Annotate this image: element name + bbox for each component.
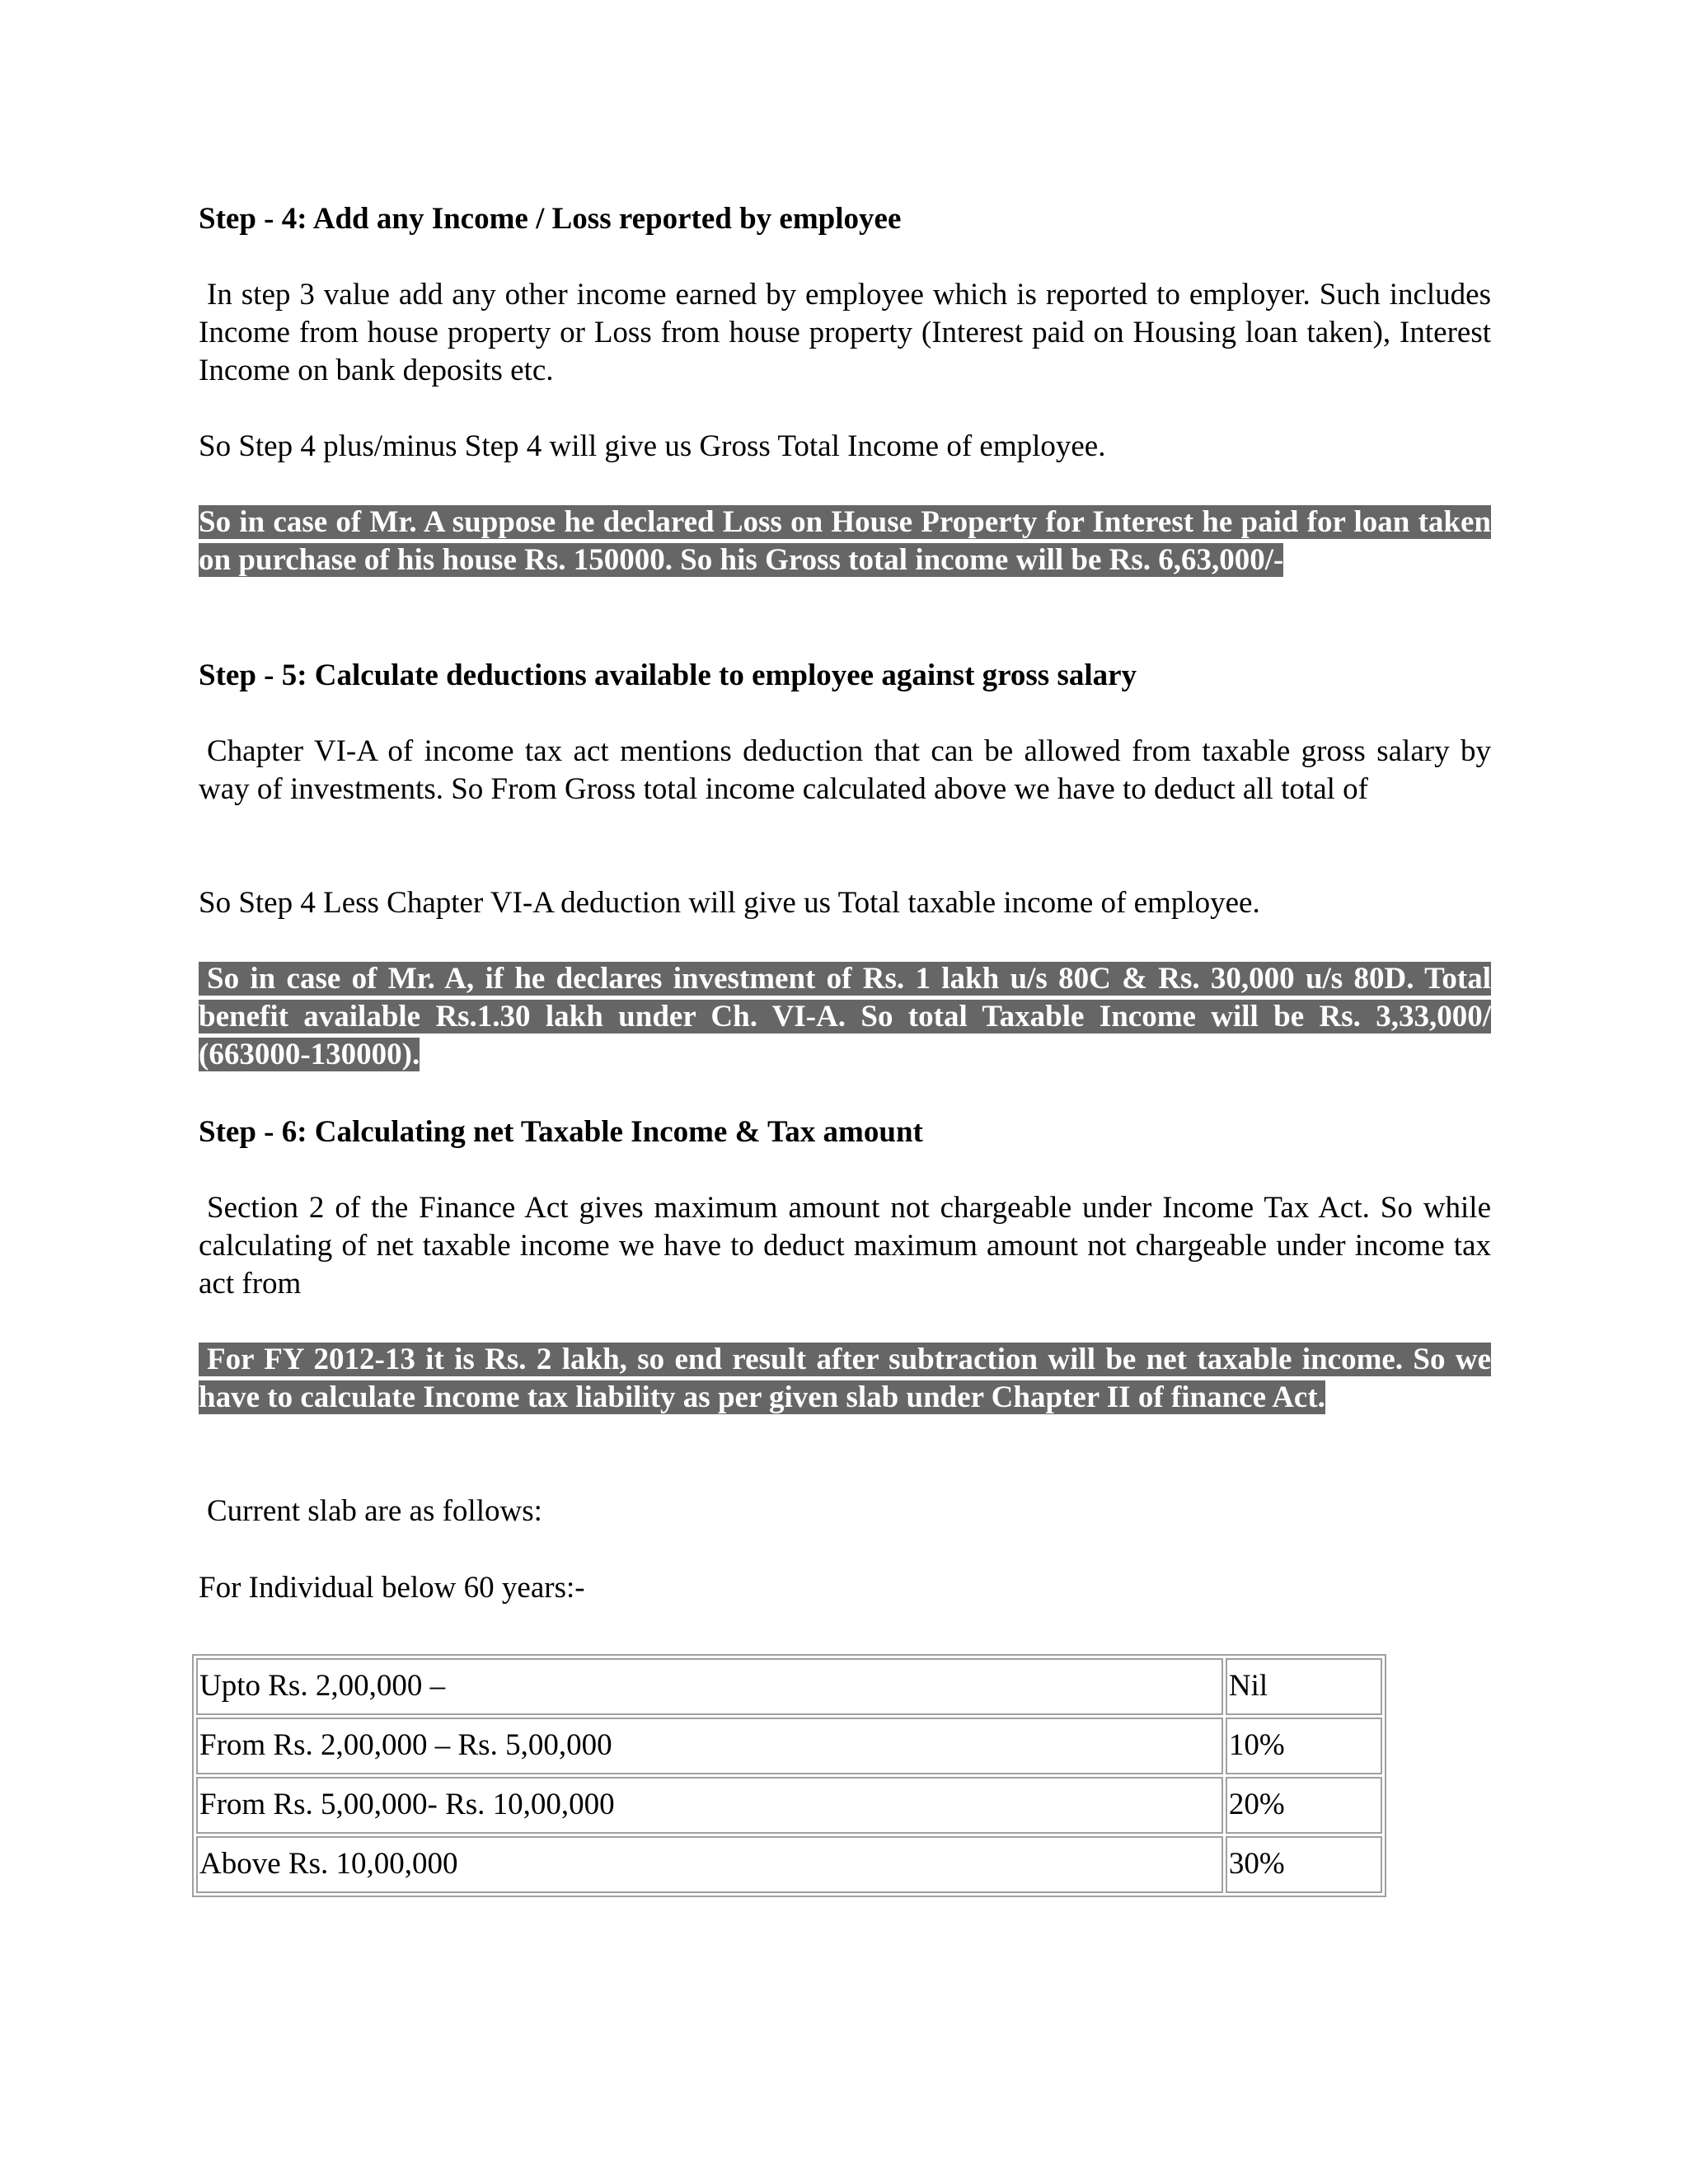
table-row bbox=[196, 1777, 1382, 1834]
step5-example-text: So in case of Mr. A, if he declares investment of Rs. 1 lakh u/s 80C & Rs. 30,000 u/s 80D. Total benefit available Rs.1.30 lakh under Ch. VI-A. So total Taxable Income will be Rs. 3,33,000/ (663000-130000). bbox=[199, 962, 1491, 1071]
slab-rate-cell: 20% bbox=[1226, 1777, 1382, 1834]
step6-example-highlight bbox=[199, 1341, 1491, 1417]
step6-example-text: For FY 2012-13 it is Rs. 2 lakh, so end result after subtraction will be net taxable income. So we have to calculate Income tax liability as per given slab under Chapter II of finance Act. bbox=[199, 1343, 1491, 1414]
step4-example-highlight bbox=[199, 504, 1491, 579]
slab-intro: Current slab are as follows: bbox=[207, 1494, 542, 1528]
step5-example-highlight bbox=[199, 960, 1491, 1074]
step5-summary: So Step 4 Less Chapter VI-A deduction will give us Total taxable income of employee. bbox=[199, 886, 1260, 920]
slab-range-cell: Above Rs. 10,00,000 bbox=[196, 1836, 1223, 1893]
step6-heading: Step - 6: Calculating net Taxable Income & Tax amount bbox=[199, 1115, 923, 1149]
table-row bbox=[196, 1836, 1382, 1893]
step6-paragraph: Section 2 of the Finance Act gives maximum amount not chargeable under Income Tax Act. So while calculating of net taxable income we have to deduct maximum amount not chargeable under income tax act from bbox=[199, 1191, 1491, 1301]
slab-rate-cell: 30% bbox=[1226, 1836, 1382, 1893]
step5-heading: Step - 5: Calculate deductions available to employee against gross salary bbox=[199, 658, 1137, 692]
step4-heading: Step - 4: Add any Income / Loss reported by employee bbox=[199, 202, 902, 236]
step4-paragraph: In step 3 value add any other income earned by employee which is reported to employer. Such includes Income from house property or Loss from house property (Interest paid on Housing loan taken), Interest Income on bank deposits etc. bbox=[199, 278, 1491, 387]
tax-slab-table bbox=[192, 1654, 1386, 1897]
step5-paragraph: Chapter VI-A of income tax act mentions deduction that can be allowed from taxable gross salary by way of investments. So From Gross total income calculated above we have to deduct all total of bbox=[199, 734, 1491, 806]
table-row bbox=[196, 1658, 1382, 1715]
table-row bbox=[196, 1718, 1382, 1774]
slab-category: For Individual below 60 years:- bbox=[199, 1571, 585, 1605]
slab-range-cell: From Rs. 2,00,000 – Rs. 5,00,000 bbox=[196, 1718, 1223, 1774]
slab-rate-cell: Nil bbox=[1226, 1658, 1382, 1715]
slab-range-cell: Upto Rs. 2,00,000 – bbox=[196, 1658, 1223, 1715]
step4-example-text: So in case of Mr. A suppose he declared Loss on House Property for Interest he paid for loan taken on purchase of his house Rs. 150000. So his Gross total income will be Rs. 6,63,000/- bbox=[199, 505, 1491, 577]
slab-rate-cell: 10% bbox=[1226, 1718, 1382, 1774]
step4-summary: So Step 4 plus/minus Step 4 will give us Gross Total Income of employee. bbox=[199, 429, 1106, 463]
slab-range-cell: From Rs. 5,00,000- Rs. 10,00,000 bbox=[196, 1777, 1223, 1834]
